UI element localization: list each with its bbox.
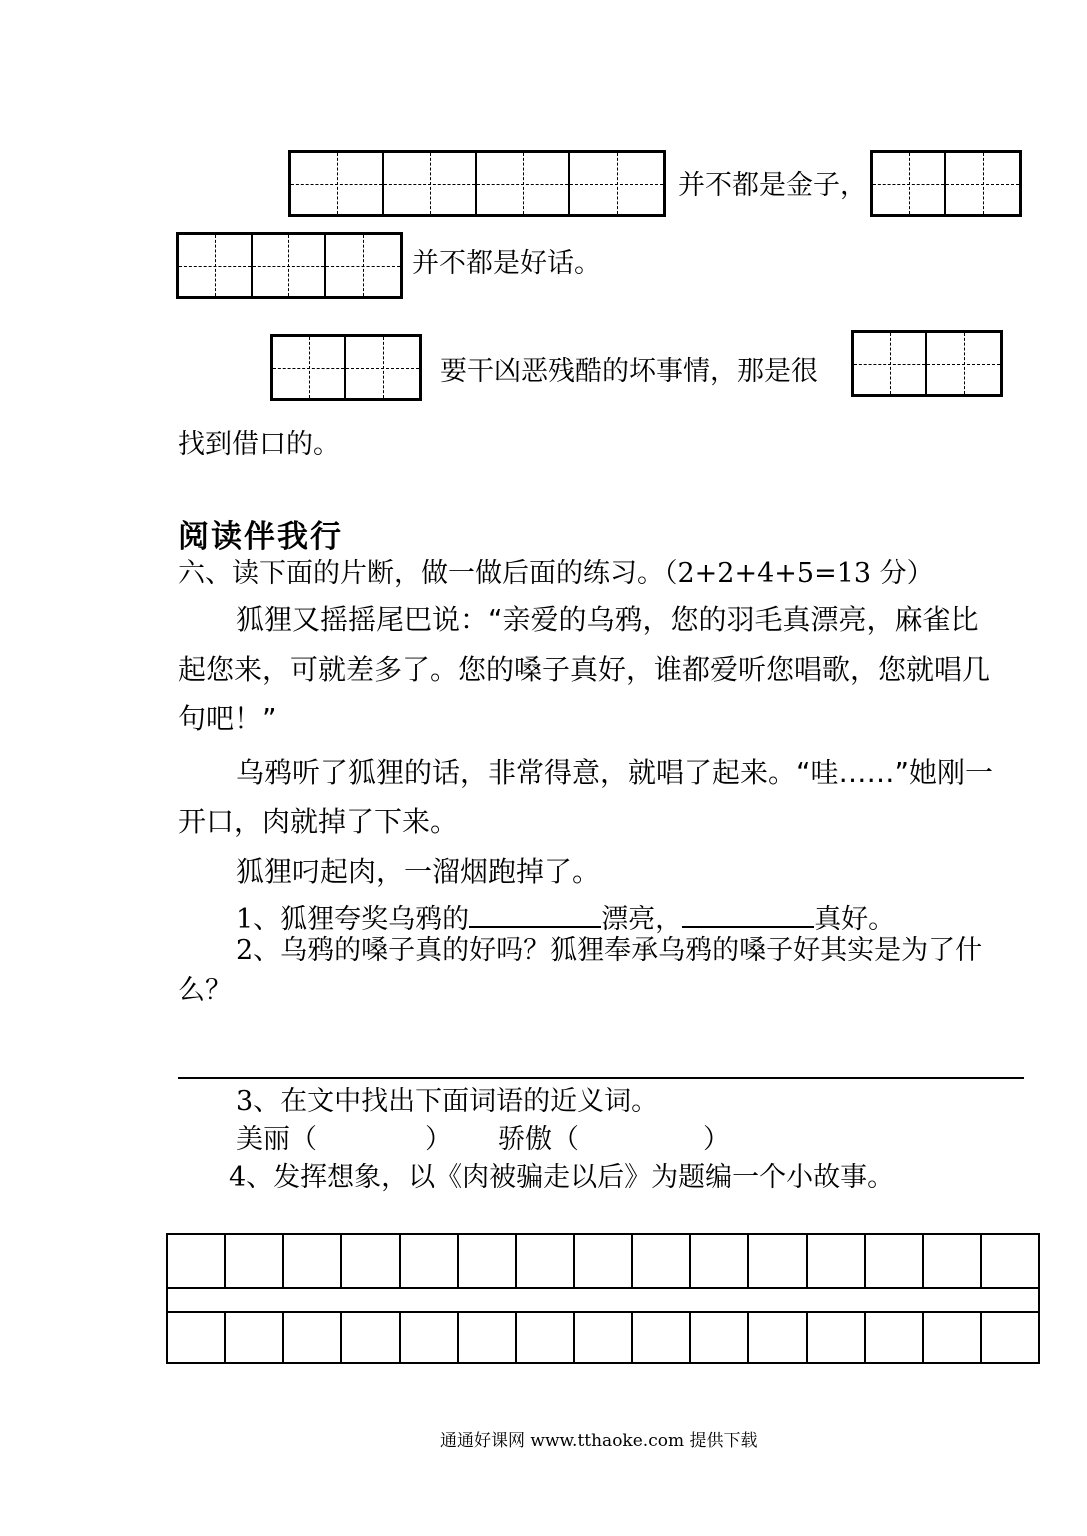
grid-cell[interactable] xyxy=(808,1235,866,1287)
grid-cell[interactable] xyxy=(342,1311,400,1362)
grid-cell[interactable] xyxy=(226,1235,284,1287)
question-4: 4、发挥想象，以《肉被骗走以后》为题编一个小故事。 xyxy=(229,1162,895,1193)
grid-cell[interactable] xyxy=(691,1311,749,1362)
question-2-line-1: 2、乌鸦的嗓子真的好吗？狐狸奉承乌鸦的嗓子好其实是为了什 xyxy=(236,935,983,966)
grid-cell[interactable] xyxy=(459,1235,517,1287)
writing-grid[interactable] xyxy=(166,1233,1040,1364)
question-1-middle: 漂亮， xyxy=(601,904,683,935)
tian-cell-pair xyxy=(291,153,384,214)
tian-cell-pair xyxy=(946,153,1019,214)
tian-cell-pair xyxy=(873,153,946,214)
grid-cell[interactable] xyxy=(401,1235,459,1287)
synonym-word-1 xyxy=(236,1126,452,1153)
question-3: 3、在文中找出下面词语的近义词。 xyxy=(236,1086,659,1117)
grid-cell[interactable] xyxy=(517,1235,575,1287)
grid-cell[interactable] xyxy=(866,1311,924,1362)
passage-line: 狐狸叼起肉，一溜烟跑掉了。 xyxy=(236,855,601,888)
grid-cell[interactable] xyxy=(924,1311,982,1362)
grid-cell[interactable] xyxy=(284,1311,342,1362)
passage-line: 开口，肉就掉了下来。 xyxy=(178,805,459,838)
grid-cell[interactable] xyxy=(517,1311,575,1362)
writing-grid-row-2 xyxy=(168,1311,1038,1362)
grid-cell[interactable] xyxy=(401,1311,459,1362)
answer-box-group-3[interactable] xyxy=(176,232,403,299)
grid-cell[interactable] xyxy=(575,1235,633,1287)
tian-cell-pair xyxy=(179,235,253,296)
grid-cell[interactable] xyxy=(749,1311,807,1362)
answer-box-group-2[interactable] xyxy=(870,150,1022,217)
passage-line: 狐狸又摇摇尾巴说：“亲爱的乌鸦，您的羽毛真漂亮，麻雀比 xyxy=(236,603,979,636)
fill-line-4-text: 找到借口的。 xyxy=(178,429,340,460)
grid-cell[interactable] xyxy=(459,1311,517,1362)
tian-cell-pair xyxy=(326,235,400,296)
tian-cell-pair xyxy=(253,235,327,296)
grid-cell[interactable] xyxy=(226,1311,284,1362)
answer-box-group-4[interactable] xyxy=(270,334,422,401)
question-1 xyxy=(236,900,895,933)
grid-cell[interactable] xyxy=(982,1311,1038,1362)
grid-cell[interactable] xyxy=(808,1311,866,1362)
grid-cell[interactable] xyxy=(691,1235,749,1287)
passage-line: 起您来，可就差多了。您的嗓子真好，谁都爱听您唱歌，您就唱几 xyxy=(178,653,991,686)
grid-cell[interactable] xyxy=(284,1235,342,1287)
grid-cell[interactable] xyxy=(168,1235,226,1287)
tian-cell-pair xyxy=(927,333,1000,394)
grid-cell[interactable] xyxy=(633,1311,691,1362)
answer-blank-2[interactable] xyxy=(682,900,814,928)
synonym-word-2-label: 骄傲（ xyxy=(498,1124,579,1155)
page-footer: 通通好课网 www.tthaoke.com 提供下载 xyxy=(440,1431,758,1451)
answer-blank-1[interactable] xyxy=(469,900,601,928)
answer-line[interactable] xyxy=(178,1077,1024,1079)
passage-line: 句吧！” xyxy=(178,702,277,735)
synonym-word-1-label: 美丽（ xyxy=(236,1124,317,1155)
paren-close: ） xyxy=(703,1124,730,1155)
paren-close: ） xyxy=(425,1124,452,1155)
writing-grid-spacer xyxy=(168,1287,1038,1313)
tian-cell-pair xyxy=(854,333,927,394)
grid-cell[interactable] xyxy=(575,1311,633,1362)
question-header: 六、读下面的片断，做一做后面的练习。（2+2+4+5=13 分） xyxy=(178,558,934,589)
tian-cell-pair xyxy=(273,337,346,398)
tian-cell-pair xyxy=(346,337,419,398)
grid-cell[interactable] xyxy=(168,1311,226,1362)
answer-box-group-5[interactable] xyxy=(851,330,1003,397)
grid-cell[interactable] xyxy=(342,1235,400,1287)
synonym-word-2 xyxy=(498,1126,730,1153)
section-title: 阅读伴我行 xyxy=(178,519,343,555)
grid-cell[interactable] xyxy=(633,1235,691,1287)
fill-line-2-text: 并不都是好话。 xyxy=(412,248,601,279)
passage-line: 乌鸦听了狐狸的话，非常得意，就唱了起来。“哇……”她刚一 xyxy=(236,756,994,789)
grid-cell[interactable] xyxy=(982,1235,1038,1287)
writing-grid-row-1 xyxy=(168,1235,1038,1289)
tian-cell-pair xyxy=(384,153,477,214)
fill-line-3-text: 要干凶恶残酷的坏事情，那是很 xyxy=(440,356,818,387)
fill-line-1-text: 并不都是金子， xyxy=(678,170,867,201)
answer-box-group-1[interactable] xyxy=(288,150,666,217)
tian-cell-pair xyxy=(570,153,663,214)
grid-cell[interactable] xyxy=(866,1235,924,1287)
tian-cell-pair xyxy=(477,153,570,214)
question-2-line-2: 么？ xyxy=(178,975,232,1006)
question-1-prefix: 1、狐狸夸奖乌鸦的 xyxy=(236,904,470,935)
question-1-suffix: 真好。 xyxy=(814,904,896,935)
grid-cell[interactable] xyxy=(924,1235,982,1287)
grid-cell[interactable] xyxy=(749,1235,807,1287)
